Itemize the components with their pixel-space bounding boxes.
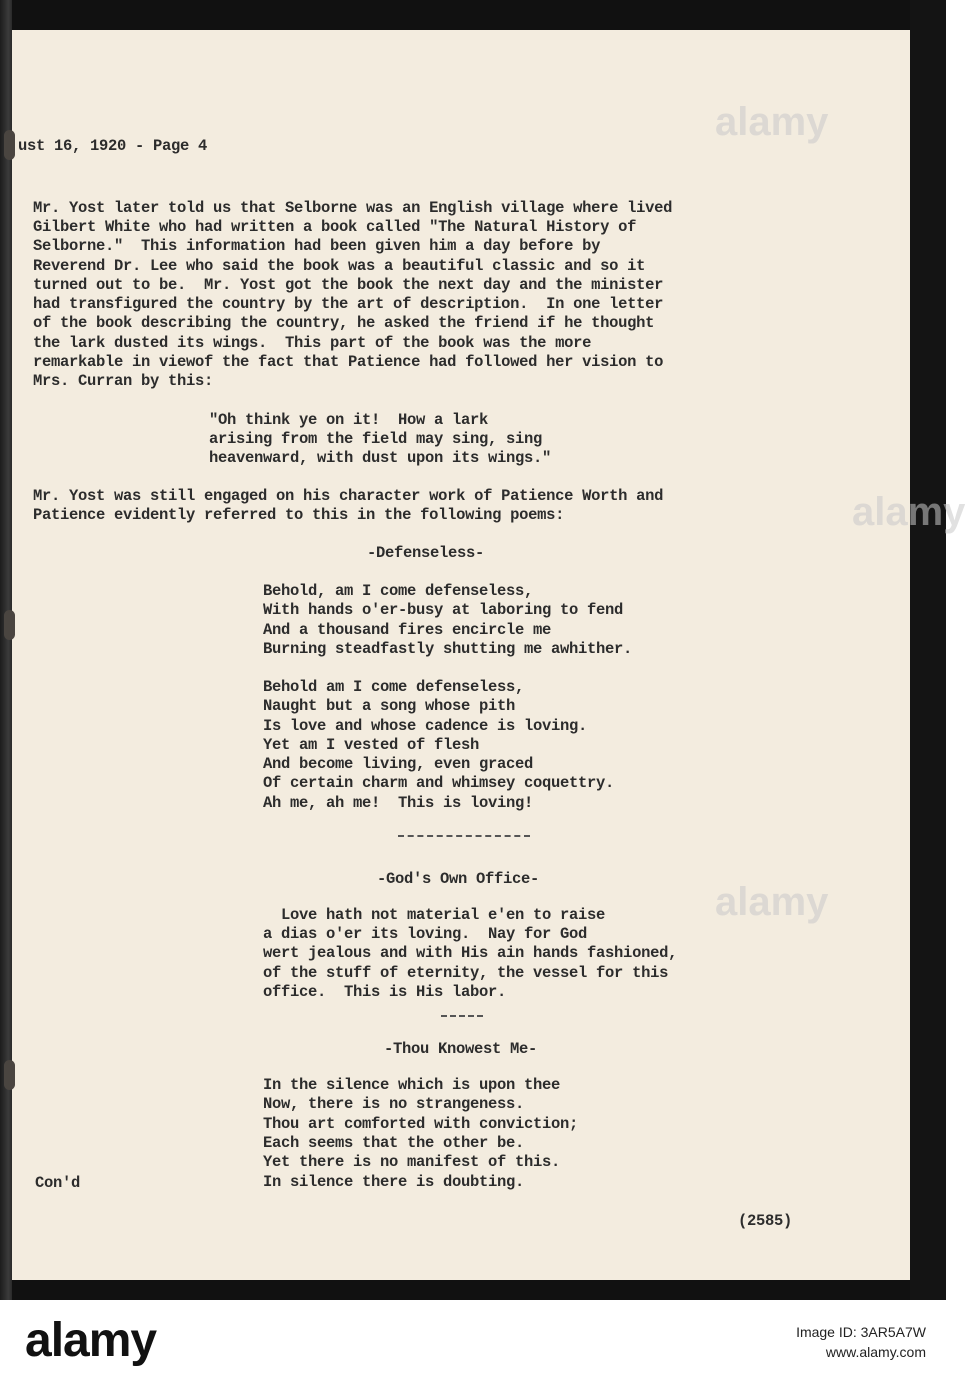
text-line: Behold, am I come defenseless, bbox=[263, 582, 534, 600]
text-line: Mr. Yost later told us that Selborne was an English village where lived bbox=[33, 199, 673, 217]
text-line: arising from the field may sing, sing bbox=[209, 430, 543, 448]
text-line: Love hath not material e'en to raise bbox=[263, 906, 606, 924]
text-line: In silence there is doubting. bbox=[263, 1173, 525, 1191]
text-line: Behold am I come defenseless, bbox=[263, 678, 525, 696]
text-line: Burning steadfastly shutting me awhither. bbox=[263, 640, 633, 658]
punch-hole bbox=[4, 610, 15, 640]
page-header: ust 16, 1920 - Page 4 bbox=[18, 137, 208, 155]
text-line: Mr. Yost was still engaged on his character work of Patience Worth and bbox=[33, 487, 664, 505]
stock-logo: alamy bbox=[25, 1314, 157, 1367]
text-line: turned out to be. Mr. Yost got the book the next day and the minister bbox=[33, 276, 664, 294]
text-line: "Oh think ye on it! How a lark bbox=[209, 411, 489, 429]
text-line: Now, there is no strangeness. bbox=[263, 1095, 525, 1113]
text-line: Each seems that the other be. bbox=[263, 1134, 525, 1152]
text-line: Mrs. Curran by this: bbox=[33, 372, 214, 390]
text-line: Ah me, ah me! This is loving! bbox=[263, 794, 534, 812]
text-line: Yet there is no manifest of this. bbox=[263, 1153, 561, 1171]
stock-image-info bbox=[796, 1322, 926, 1362]
text-line: had transfigured the country by the art of description. In one letter bbox=[33, 295, 664, 313]
punch-hole bbox=[4, 130, 15, 160]
text-line: Naught but a song whose pith bbox=[263, 697, 516, 715]
text-line: a dias o'er its loving. Nay for God bbox=[263, 925, 588, 943]
poem-title: -Thou Knowest Me- bbox=[384, 1040, 538, 1058]
text-line: Patience evidently referred to this in the following poems: bbox=[33, 506, 565, 524]
continued-note: Con'd bbox=[35, 1174, 81, 1192]
text-line: remarkable in viewof the fact that Patience had followed her vision to bbox=[33, 353, 664, 371]
binding-strip bbox=[0, 0, 12, 1300]
text-line: In the silence which is upon thee bbox=[263, 1076, 561, 1094]
watermark: alamy bbox=[852, 490, 965, 534]
section-divider bbox=[398, 835, 530, 837]
scan-background-edge bbox=[910, 0, 946, 1300]
text-line: And become living, even graced bbox=[263, 755, 534, 773]
text-line: Reverend Dr. Lee who said the book was a beautiful classic and so it bbox=[33, 257, 646, 275]
poem-title: -Defenseless- bbox=[367, 544, 485, 562]
text-line: of the stuff of eternity, the vessel for this bbox=[263, 964, 669, 982]
watermark: alamy bbox=[715, 880, 829, 924]
text-line: Of certain charm and whimsey coquettry. bbox=[263, 774, 615, 792]
text-line: the lark dusted its wings. This part of the book was the more bbox=[33, 334, 592, 352]
text-line: wert jealous and with His ain hands fashioned, bbox=[263, 944, 678, 962]
text-line: Selborne." This information had been given him a day before by bbox=[33, 237, 601, 255]
text-line: of the book describing the country, he asked the friend if he thought bbox=[33, 314, 655, 332]
text-line: With hands o'er-busy at laboring to fend bbox=[263, 601, 624, 619]
text-line: heavenward, with dust upon its wings." bbox=[209, 449, 552, 467]
punch-hole bbox=[4, 1060, 15, 1090]
text-line: office. This is His labor. bbox=[263, 983, 507, 1001]
watermark: alamy bbox=[715, 100, 829, 144]
image-id: Image ID: 3AR5A7W bbox=[796, 1324, 926, 1340]
text-line: Thou art comforted with conviction; bbox=[263, 1115, 579, 1133]
text-line: And a thousand fires encircle me bbox=[263, 621, 552, 639]
text-line: Yet am I vested of flesh bbox=[263, 736, 480, 754]
page-number: (2585) bbox=[738, 1212, 793, 1230]
text-line: Is love and whose cadence is loving. bbox=[263, 717, 588, 735]
poem-title: -God's Own Office- bbox=[377, 870, 540, 888]
section-divider bbox=[441, 1015, 483, 1017]
text-line: Gilbert White who had written a book called "The Natural History of bbox=[33, 218, 637, 236]
site-url: www.alamy.com bbox=[825, 1344, 926, 1360]
